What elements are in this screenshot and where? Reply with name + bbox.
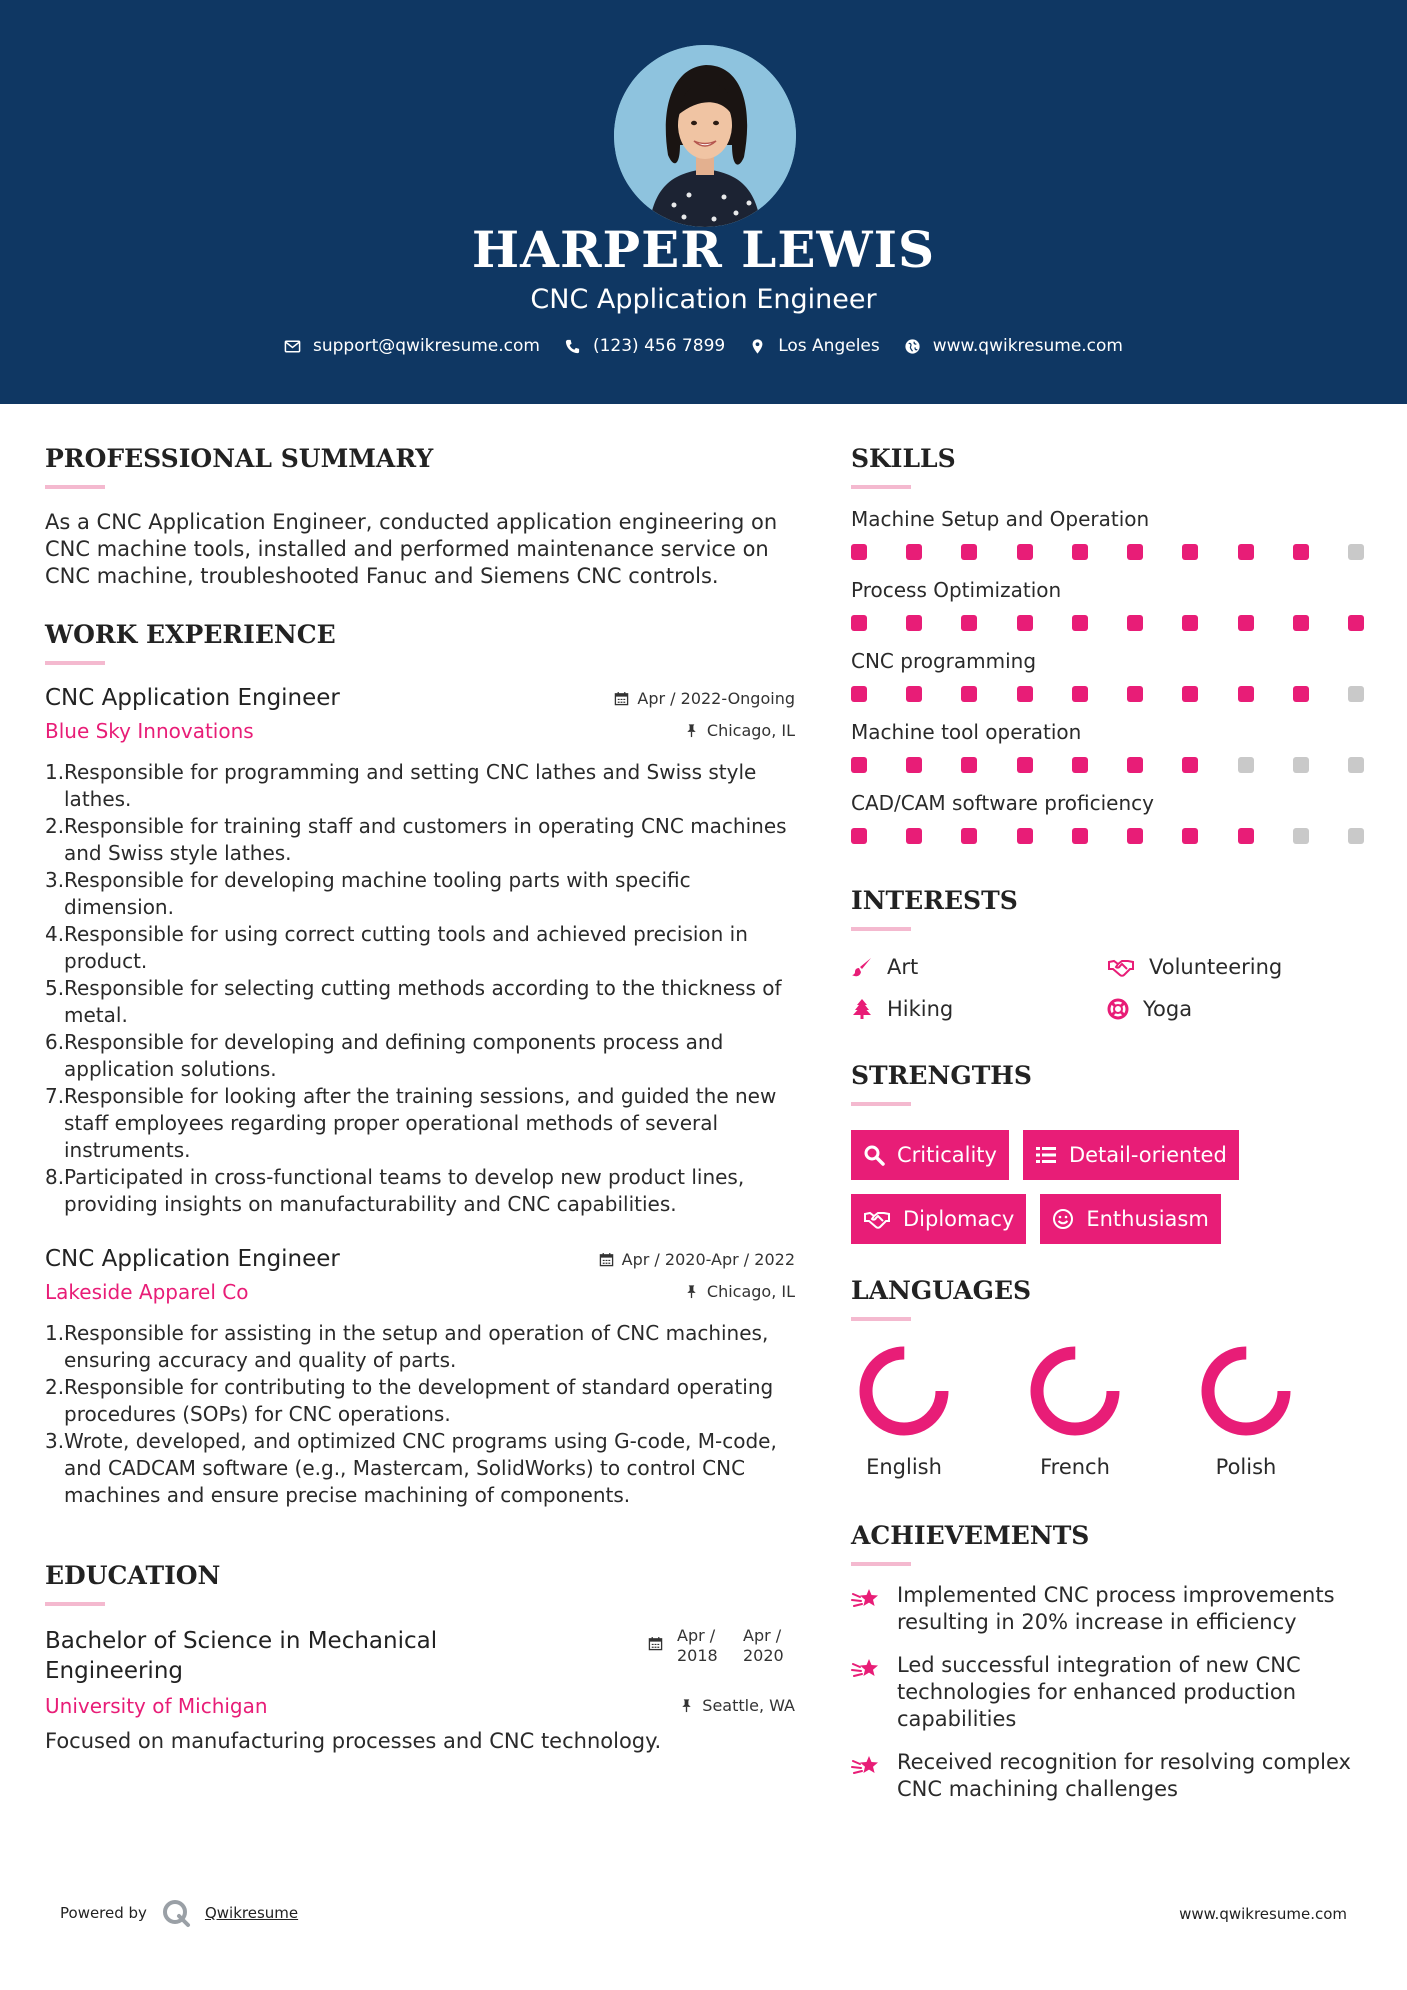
skill-dot-filled [1017, 544, 1033, 560]
skill-dot-filled [1017, 615, 1033, 631]
shooting-star-icon [851, 1751, 881, 1781]
job-dates-text: Apr / 2022-Ongoing [637, 688, 795, 708]
paint-brush-icon [851, 956, 873, 978]
contact-phone[interactable] [564, 336, 725, 356]
skill-dot-filled [961, 757, 977, 773]
education-heading: EDUCATION [45, 1561, 221, 1590]
list-item: 3. Responsible for developing machine tooling parts with specific dimension. [45, 868, 691, 919]
tree-icon [851, 998, 873, 1020]
skill-dot-empty [1348, 686, 1364, 702]
skill-dot-filled [1348, 615, 1364, 631]
achievements-underline [851, 1562, 911, 1566]
interests-list [851, 955, 1371, 1021]
skill-dot-filled [1017, 686, 1033, 702]
skill-dot-filled [1182, 544, 1198, 560]
skill-dot-filled [1017, 828, 1033, 844]
skill-row [851, 791, 1371, 844]
skill-dot-filled [1127, 615, 1143, 631]
job-dates-text: Apr / 2020-Apr / 2022 [621, 1249, 795, 1269]
list-item: 8. Participated in cross-functional teams to develop new product lines, providing insights on manufacturability and CNC capabilities. [45, 1165, 745, 1216]
list-item: 5. Responsible for selecting cutting methods according to the thickness of metal. [45, 976, 782, 1027]
skill-dot-filled [1072, 686, 1088, 702]
footer-powered-by [60, 1898, 298, 1928]
achievements-list [851, 1582, 1371, 1803]
job-entry-2 [45, 1246, 795, 1509]
skill-dot-filled [851, 757, 867, 773]
job-company: Lakeside Apparel Co [45, 1280, 249, 1304]
globe-icon [904, 338, 921, 355]
achievements-heading: ACHIEVEMENTS [851, 1521, 1090, 1550]
skill-level-dots [851, 828, 1364, 844]
skill-row [851, 649, 1371, 702]
skill-dot-empty [1348, 828, 1364, 844]
skills-heading: SKILLS [851, 444, 956, 473]
strengths-heading: STRENGTHS [851, 1061, 1032, 1090]
languages-list [851, 1341, 1371, 1479]
skill-row [851, 720, 1371, 773]
list-item: 1. Responsible for programming and setting CNC lathes and Swiss style lathes. [45, 760, 757, 811]
right-column [851, 444, 1371, 1803]
strengths-section [851, 1061, 1371, 1244]
skill-dot-filled [1072, 544, 1088, 560]
life-ring-icon [1107, 998, 1129, 1020]
skill-dot-filled [1293, 686, 1309, 702]
skill-level-dots [851, 757, 1364, 773]
handshake-icon [863, 1208, 891, 1230]
language-level-ring [854, 1341, 954, 1441]
skill-dot-filled [1182, 828, 1198, 844]
skill-dot-filled [1127, 544, 1143, 560]
skill-dot-filled [961, 686, 977, 702]
experience-heading: WORK EXPERIENCE [45, 620, 336, 649]
education-dates [648, 1626, 795, 1666]
smile-icon [1052, 1208, 1074, 1230]
interest-hiking: Hiking [851, 997, 1107, 1021]
education-start: Apr / 2018 [677, 1626, 718, 1665]
job-role: CNC Application Engineer [45, 685, 340, 711]
skill-dot-filled [961, 544, 977, 560]
list-item: 1. Responsible for assisting in the setup and operation of CNC machines, ensuring accuracy and quality of parts. [45, 1321, 769, 1372]
skill-dot-filled [1182, 686, 1198, 702]
skill-dot-filled [1238, 828, 1254, 844]
achievement-item: Received recognition for resolving complex CNC machining challenges [851, 1749, 1371, 1803]
skill-dot-filled [1072, 828, 1088, 844]
language-item [1193, 1341, 1364, 1479]
shooting-star-icon [851, 1654, 881, 1684]
profile-photo-illustration [614, 45, 796, 227]
search-icon [863, 1144, 885, 1166]
interest-art: Art [851, 955, 1107, 979]
skill-dot-empty [1293, 828, 1309, 844]
list-item: 4. Responsible for using correct cutting tools and achieved precision in product. [45, 922, 748, 973]
skill-dot-filled [906, 757, 922, 773]
skill-level-dots [851, 686, 1364, 702]
skill-row [851, 578, 1371, 631]
skills-section [851, 444, 1371, 844]
qwikresume-logo-icon [161, 1898, 191, 1928]
education-section [45, 1561, 795, 1755]
summary-text: As a CNC Application Engineer, conducted application engineering on CNC machine tools, installed and performed maintenance service on CNC machine, troubleshooted Fanuc and Siemens CNC controls. [45, 510, 778, 588]
language-level-arc [1208, 1353, 1284, 1429]
education-end: Apr / 2020 [743, 1626, 784, 1665]
list-item: 6. Responsible for developing and defining components process and application solutions. [45, 1030, 724, 1081]
language-name: English [866, 1455, 942, 1479]
skill-name: Machine Setup and Operation [851, 507, 1150, 531]
skill-dot-filled [1293, 544, 1309, 560]
envelope-icon [284, 338, 301, 355]
handshake-icon [1107, 956, 1135, 978]
skill-dot-empty [1238, 757, 1254, 773]
skill-name: Process Optimization [851, 578, 1062, 602]
job-role: CNC Application Engineer [45, 1246, 340, 1272]
language-name: Polish [1215, 1455, 1277, 1479]
list-item: 2. Responsible for training staff and customers in operating CNC machines and Swiss style lathes. [45, 814, 787, 865]
job-dates [599, 1250, 795, 1269]
job-location-text: Chicago, IL [706, 720, 795, 740]
skill-dot-filled [961, 828, 977, 844]
pushpin-icon [684, 723, 699, 738]
job-dates [614, 689, 795, 708]
skill-dot-filled [961, 615, 977, 631]
contact-website[interactable] [904, 336, 1123, 356]
skill-dot-filled [1072, 757, 1088, 773]
powered-by-text: Powered by [60, 1904, 147, 1922]
skill-level-dots [851, 615, 1364, 631]
contact-location-text: Los Angeles [778, 336, 880, 356]
map-pin-icon [749, 338, 766, 355]
skill-dot-filled [851, 828, 867, 844]
job-location [684, 1282, 795, 1301]
summary-heading: PROFESSIONAL SUMMARY [45, 444, 434, 473]
skill-dot-filled [906, 615, 922, 631]
interests-underline [851, 927, 911, 931]
skill-dot-filled [1127, 757, 1143, 773]
skill-dot-filled [1293, 615, 1309, 631]
education-description: Focused on manufacturing processes and CNC technology. [45, 1729, 662, 1753]
language-level-ring [1196, 1341, 1296, 1441]
job-bullets [45, 1320, 795, 1509]
language-level-arc [866, 1353, 942, 1429]
strength-tag-criticality: Criticality [851, 1130, 1009, 1180]
contact-website-text: www.qwikresume.com [932, 336, 1123, 356]
contact-email-text: support@qwikresume.com [313, 336, 540, 356]
skill-name: CAD/CAM software proficiency [851, 791, 1154, 815]
candidate-name: HARPER LEWIS [471, 220, 936, 279]
languages-heading: LANGUAGES [851, 1276, 1032, 1305]
job-location [684, 721, 795, 740]
strengths-row-2 [851, 1194, 1371, 1244]
strength-tag-enthusiasm: Enthusiasm [1040, 1194, 1220, 1244]
qwikresume-link[interactable]: Qwikresume [204, 1904, 299, 1922]
languages-underline [851, 1317, 911, 1321]
skill-dot-filled [1127, 828, 1143, 844]
achievement-item: Implemented CNC process improvements resulting in 20% increase in efficiency [851, 1582, 1371, 1636]
footer-website[interactable]: www.qwikresume.com [1179, 1905, 1347, 1923]
skill-dot-filled [1238, 615, 1254, 631]
skill-dot-empty [1293, 757, 1309, 773]
list-item: 2. Responsible for contributing to the development of standard operating procedures (SOPs) for CNC operations. [45, 1375, 774, 1426]
education-location-text: Seattle, WA [702, 1695, 795, 1715]
skill-dot-filled [906, 544, 922, 560]
interests-heading: INTERESTS [851, 886, 1018, 915]
strength-tag-diplomacy: Diplomacy [851, 1194, 1026, 1244]
skill-dot-filled [906, 686, 922, 702]
experience-section [45, 620, 795, 1509]
profile-photo [614, 45, 796, 227]
strength-tag-detail-oriented: Detail-oriented [1023, 1130, 1239, 1180]
calendar-icon [648, 1636, 663, 1651]
pushpin-icon [679, 1698, 694, 1713]
calendar-icon [614, 691, 629, 706]
summary-section [45, 444, 795, 590]
contact-phone-text: (123) 456 7899 [592, 336, 726, 356]
language-level-arc [1037, 1353, 1113, 1429]
summary-underline [45, 485, 105, 489]
skill-dot-filled [851, 544, 867, 560]
skill-dot-filled [1238, 686, 1254, 702]
languages-section [851, 1276, 1371, 1479]
skill-dot-filled [1238, 544, 1254, 560]
skills-list [851, 507, 1371, 844]
achievements-section [851, 1521, 1371, 1803]
contact-bar [0, 336, 1407, 356]
candidate-title: CNC Application Engineer [530, 284, 877, 315]
list-item: 3. Wrote, developed, and optimized CNC programs using G-code, M-code, and CADCAM software (e.g., Mastercam, SolidWorks) to control CNC machines and ensure precise machining of components. [45, 1429, 777, 1507]
skill-name: CNC programming [851, 649, 1037, 673]
education-school: University of Michigan [45, 1694, 268, 1718]
job-bullets [45, 759, 795, 1218]
skill-dot-filled [1017, 757, 1033, 773]
language-name: French [1040, 1455, 1110, 1479]
skill-name: Machine tool operation [851, 720, 1082, 744]
skill-dot-filled [906, 828, 922, 844]
language-item [1022, 1341, 1193, 1479]
skill-row [851, 507, 1371, 560]
skill-dot-empty [1348, 757, 1364, 773]
education-underline [45, 1602, 105, 1606]
job-company: Blue Sky Innovations [45, 719, 254, 743]
skill-dot-filled [1127, 686, 1143, 702]
interest-yoga: Yoga [1107, 997, 1363, 1021]
education-degree: Bachelor of Science in Mechanical Engineering [45, 1628, 438, 1684]
list-icon [1035, 1144, 1057, 1166]
pushpin-icon [684, 1284, 699, 1299]
contact-email[interactable] [284, 336, 540, 356]
education-location [679, 1696, 795, 1715]
shooting-star-icon [851, 1584, 881, 1614]
language-item [851, 1341, 1022, 1479]
resume-header [0, 0, 1407, 404]
experience-underline [45, 661, 105, 665]
phone-icon [564, 338, 581, 355]
interest-volunteering: Volunteering [1107, 955, 1363, 979]
calendar-icon [599, 1252, 614, 1267]
language-level-ring [1025, 1341, 1125, 1441]
skills-underline [851, 485, 911, 489]
interests-section [851, 886, 1371, 1021]
job-location-text: Chicago, IL [706, 1281, 795, 1301]
achievement-item: Led successful integration of new CNC technologies for enhanced production capabilities [851, 1652, 1371, 1733]
skill-dot-empty [1348, 544, 1364, 560]
skill-dot-filled [1072, 615, 1088, 631]
skill-dot-filled [1182, 757, 1198, 773]
job-entry-1 [45, 685, 795, 1218]
skill-dot-filled [1182, 615, 1198, 631]
contact-location [749, 336, 880, 356]
list-item: 7. Responsible for looking after the training sessions, and guided the new staff employees regarding proper operational methods of several instruments. [45, 1084, 777, 1162]
strengths-underline [851, 1102, 911, 1106]
strengths-row-1 [851, 1130, 1371, 1180]
left-column [45, 444, 795, 1755]
skill-dot-filled [851, 686, 867, 702]
skill-dot-filled [851, 615, 867, 631]
skill-level-dots [851, 544, 1364, 560]
